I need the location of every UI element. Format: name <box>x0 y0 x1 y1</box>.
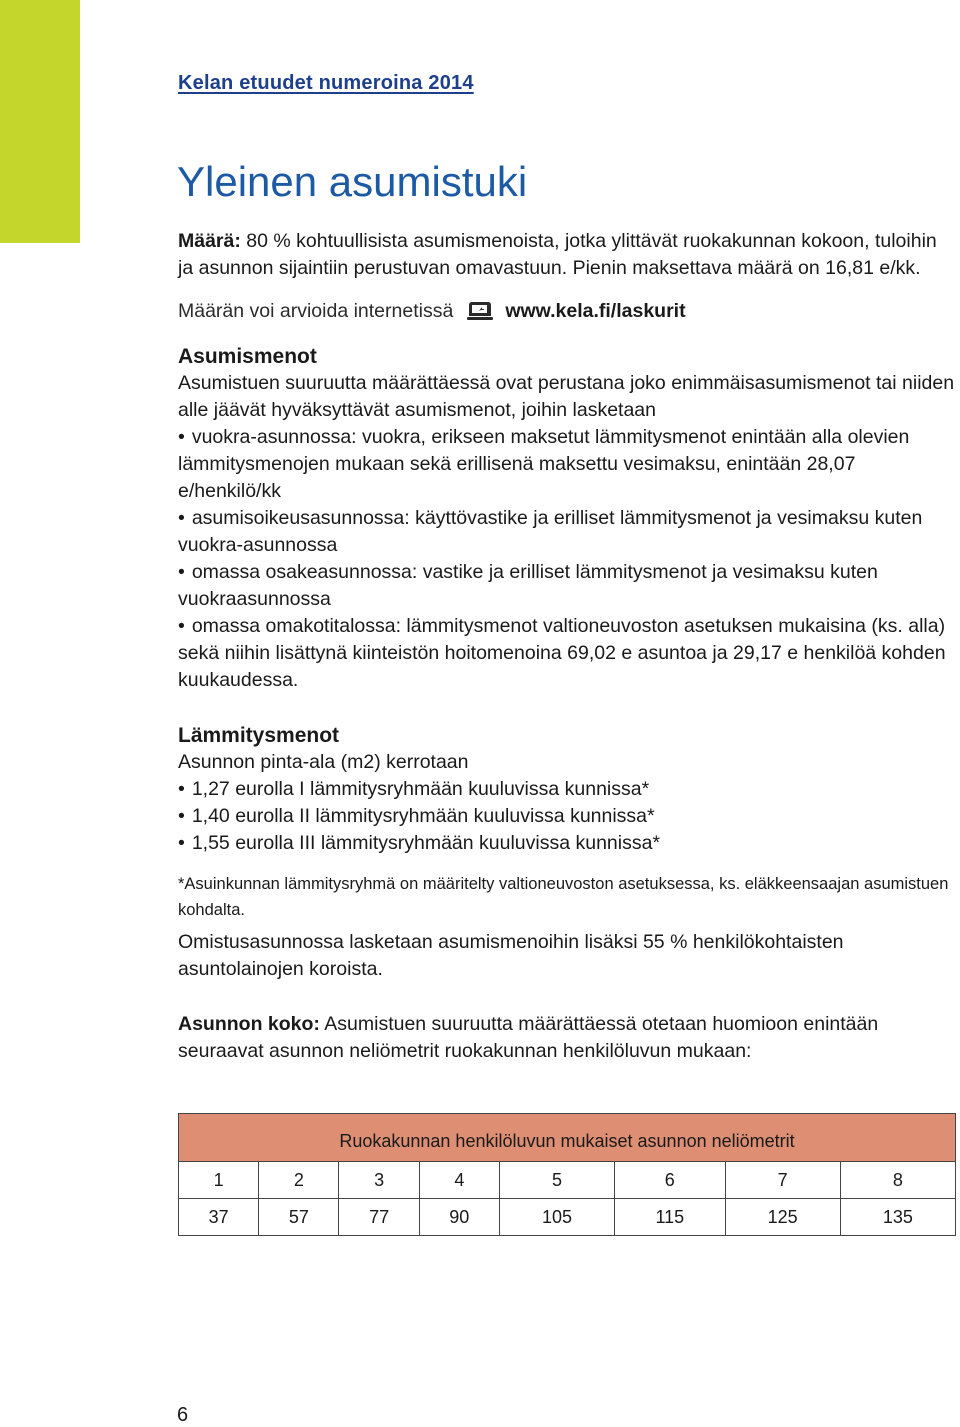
housing-costs-outro: sekä niihin lisättynä kiinteistön hoitomenoina 69,02 e asuntoa ja 29,17 e henkilöä kohden kuukaudessa. <box>178 642 946 691</box>
table-cell: 90 <box>419 1199 499 1236</box>
table-cell: 4 <box>419 1162 499 1199</box>
dwelling-size-text: Asumistuen suuruutta määrättäessä otetaan huomioon enintään seuraavat asunnon neliömetrit ruokakunnan henkilöluvun mukaan: <box>178 1013 879 1062</box>
table-row-persons <box>179 1162 956 1199</box>
table-cell: 6 <box>615 1162 725 1199</box>
heating-footnote: *Asuinkunnan lämmitysryhmä on määritelty valtioneuvoston asetuksessa, ks. eläkkeensaajan asumistuen kohdalta. <box>178 875 949 919</box>
main-content <box>178 228 956 1065</box>
list-item: • omassa omakotitalossa: lämmitysmenot valtioneuvoston asetuksen mukaisina (ks. alla) <box>178 613 956 640</box>
calculator-link-text: Määrän voi arvioida internetissä <box>178 299 454 322</box>
list-item: • omassa osakeasunnossa: vastike ja erilliset lämmitysmenot ja vesimaksu kuten vuokraasunnossa <box>178 559 956 613</box>
dwelling-size-label: Asunnon koko: <box>178 1013 320 1035</box>
table-cell: 135 <box>840 1199 955 1236</box>
table-cell: 2 <box>259 1162 339 1199</box>
heating-costs-intro: Asunnon pinta-ala (m2) kerrotaan <box>178 751 469 773</box>
table-cell: 115 <box>615 1199 725 1236</box>
page-number: 6 <box>177 1404 189 1426</box>
amount-text: 80 % kohtuullisista asumismenoista, jotka ylittävät ruokakunnan kokoon, tuloihin ja asunnon sijaintiin perustuvan omavastuun. Pienin maksettava määrä on 16,81 e/kk. <box>178 230 937 279</box>
heating-costs-heading: Lämmitysmenot <box>178 724 340 747</box>
calculator-link-row <box>178 293 956 329</box>
table-header: Ruokakunnan henkilöluvun mukaiset asunnon neliömetrit <box>179 1114 956 1162</box>
list-item: • 1,27 eurolla I lämmitysryhmään kuuluvissa kunnissa* <box>178 776 956 803</box>
document-header: Kelan etuudet numeroina 2014 <box>178 72 474 94</box>
housing-costs-list <box>178 424 956 640</box>
dwelling-size-table <box>178 1113 956 1236</box>
list-item: • asumisoikeusasunnossa: käyttövastike ja erilliset lämmitysmenot ja vesimaksu kuten vuokra-asunnossa <box>178 505 956 559</box>
table-cell: 8 <box>840 1162 955 1199</box>
table-cell: 105 <box>499 1199 614 1236</box>
list-item: • vuokra-asunnossa: vuokra, erikseen maksetut lämmitysmenot enintään alla olevien lämmitysmenojen mukaan sekä erillisenä maksettu vesimaksu, enintään 28,07 e/henkilö/kk <box>178 424 956 505</box>
amount-paragraph <box>178 228 956 282</box>
table-cell: 3 <box>339 1162 419 1199</box>
spacer <box>178 694 956 722</box>
table-header-row <box>179 1114 956 1162</box>
calculator-link[interactable]: www.kela.fi/laskurit <box>505 299 686 322</box>
table-cell: 37 <box>179 1199 259 1236</box>
accent-side-bar <box>0 0 80 243</box>
table-cell: 5 <box>499 1162 614 1199</box>
ownership-paragraph: Omistusasunnossa lasketaan asumismenoihin lisäksi 55 % henkilökohtaisten asuntolainojen koroista. <box>178 931 844 980</box>
computer-screen-icon <box>467 300 491 322</box>
table-row-sqm <box>179 1199 956 1236</box>
page-title: Yleinen asumistuki <box>177 158 528 205</box>
table-cell: 77 <box>339 1199 419 1236</box>
list-item: • 1,55 eurolla III lämmitysryhmään kuuluvissa kunnissa* <box>178 830 956 857</box>
housing-costs-heading: Asumismenot <box>178 345 317 368</box>
table-cell: 57 <box>259 1199 339 1236</box>
table-cell: 1 <box>179 1162 259 1199</box>
heating-costs-list <box>178 776 956 857</box>
table-cell: 7 <box>725 1162 840 1199</box>
dwelling-size-paragraph <box>178 1011 956 1065</box>
table-cell: 125 <box>725 1199 840 1236</box>
list-item: • 1,40 eurolla II lämmitysryhmään kuuluvissa kunnissa* <box>178 803 956 830</box>
amount-label: Määrä: <box>178 230 241 252</box>
housing-costs-intro: Asumistuen suuruutta määrättäessä ovat perustana joko enimmäisasumismenot tai niiden alle jäävät hyväksyttävät asumismenot, joihin lasketaan <box>178 372 955 421</box>
